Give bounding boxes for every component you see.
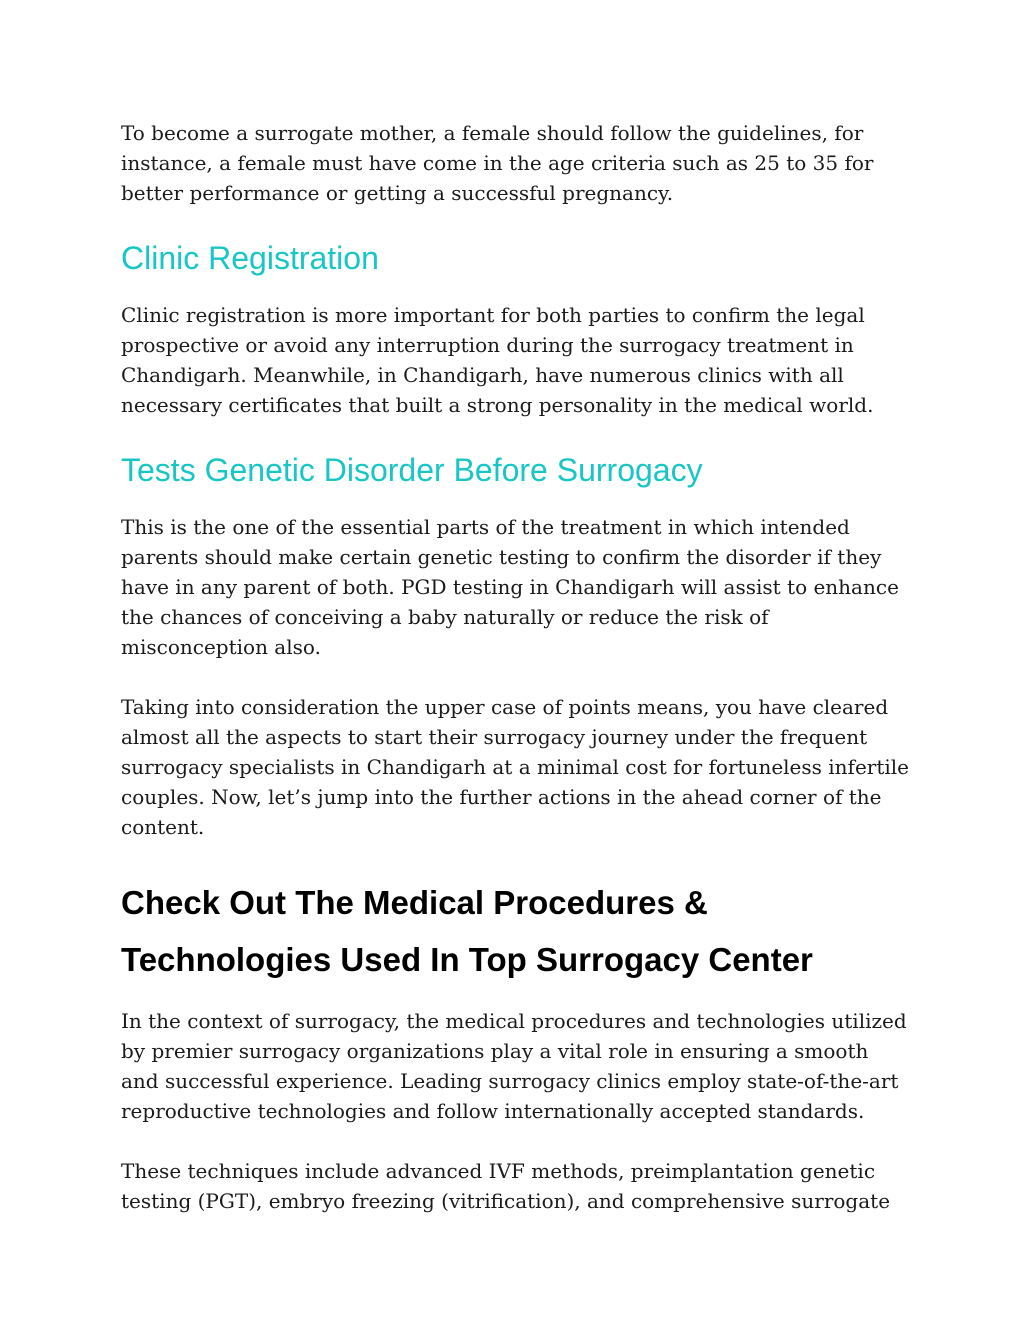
- genetic-tests-heading: Tests Genetic Disorder Before Surrogacy: [121, 452, 703, 488]
- medical-procedures-paragraph: In the context of surrogacy, the medical procedures and technologies utilized by premier surrogacy organizations play a vital role in ensuring a smooth and successful experience. Leading surrogacy clinics employ state-of-the-art reproductive technologies and follow internationally accepted standards.: [121, 1009, 907, 1123]
- medical-procedures-heading: Check Out The Medical Procedures & Technologies Used In Top Surrogacy Center: [121, 884, 813, 978]
- clinic-registration-paragraph: Clinic registration is more important for both parties to confirm the legal prospective or avoid any interruption during the surrogacy treatment in Chandigarh. Meanwhile, in Chandigarh, have numerous clinics with all necessary certificates that built a strong personality in the medical world.: [121, 303, 874, 417]
- consideration-paragraph: Taking into consideration the upper case of points means, you have cleared almost all the aspects to start their surrogacy journey under the frequent surrogacy specialists in Chandigarh at a minimal cost for fortuneless infertile couples. Now, let’s jump into the further actions in the ahead corner of the content.: [121, 695, 910, 839]
- genetic-tests-paragraph: This is the one of the essential parts of the treatment in which intended parents should make certain genetic testing to confirm the disorder if they have in any parent of both. PGD testing in Chandigarh will assist to enhance the chances of conceiving a baby naturally or reduce the risk of misconception also.: [121, 515, 899, 659]
- document-page: [121, 118, 911, 1216]
- techniques-paragraph: These techniques include advanced IVF methods, preimplantation genetic testing (PGT), embryo freezing (vitrification), and comprehensive surrogate: [121, 1159, 891, 1213]
- clinic-registration-heading: Clinic Registration: [121, 240, 379, 276]
- intro-paragraph: To become a surrogate mother, a female should follow the guidelines, for instance, a female must have come in the age criteria such as 25 to 35 for better performance or getting a successful pregnancy.: [121, 121, 874, 205]
